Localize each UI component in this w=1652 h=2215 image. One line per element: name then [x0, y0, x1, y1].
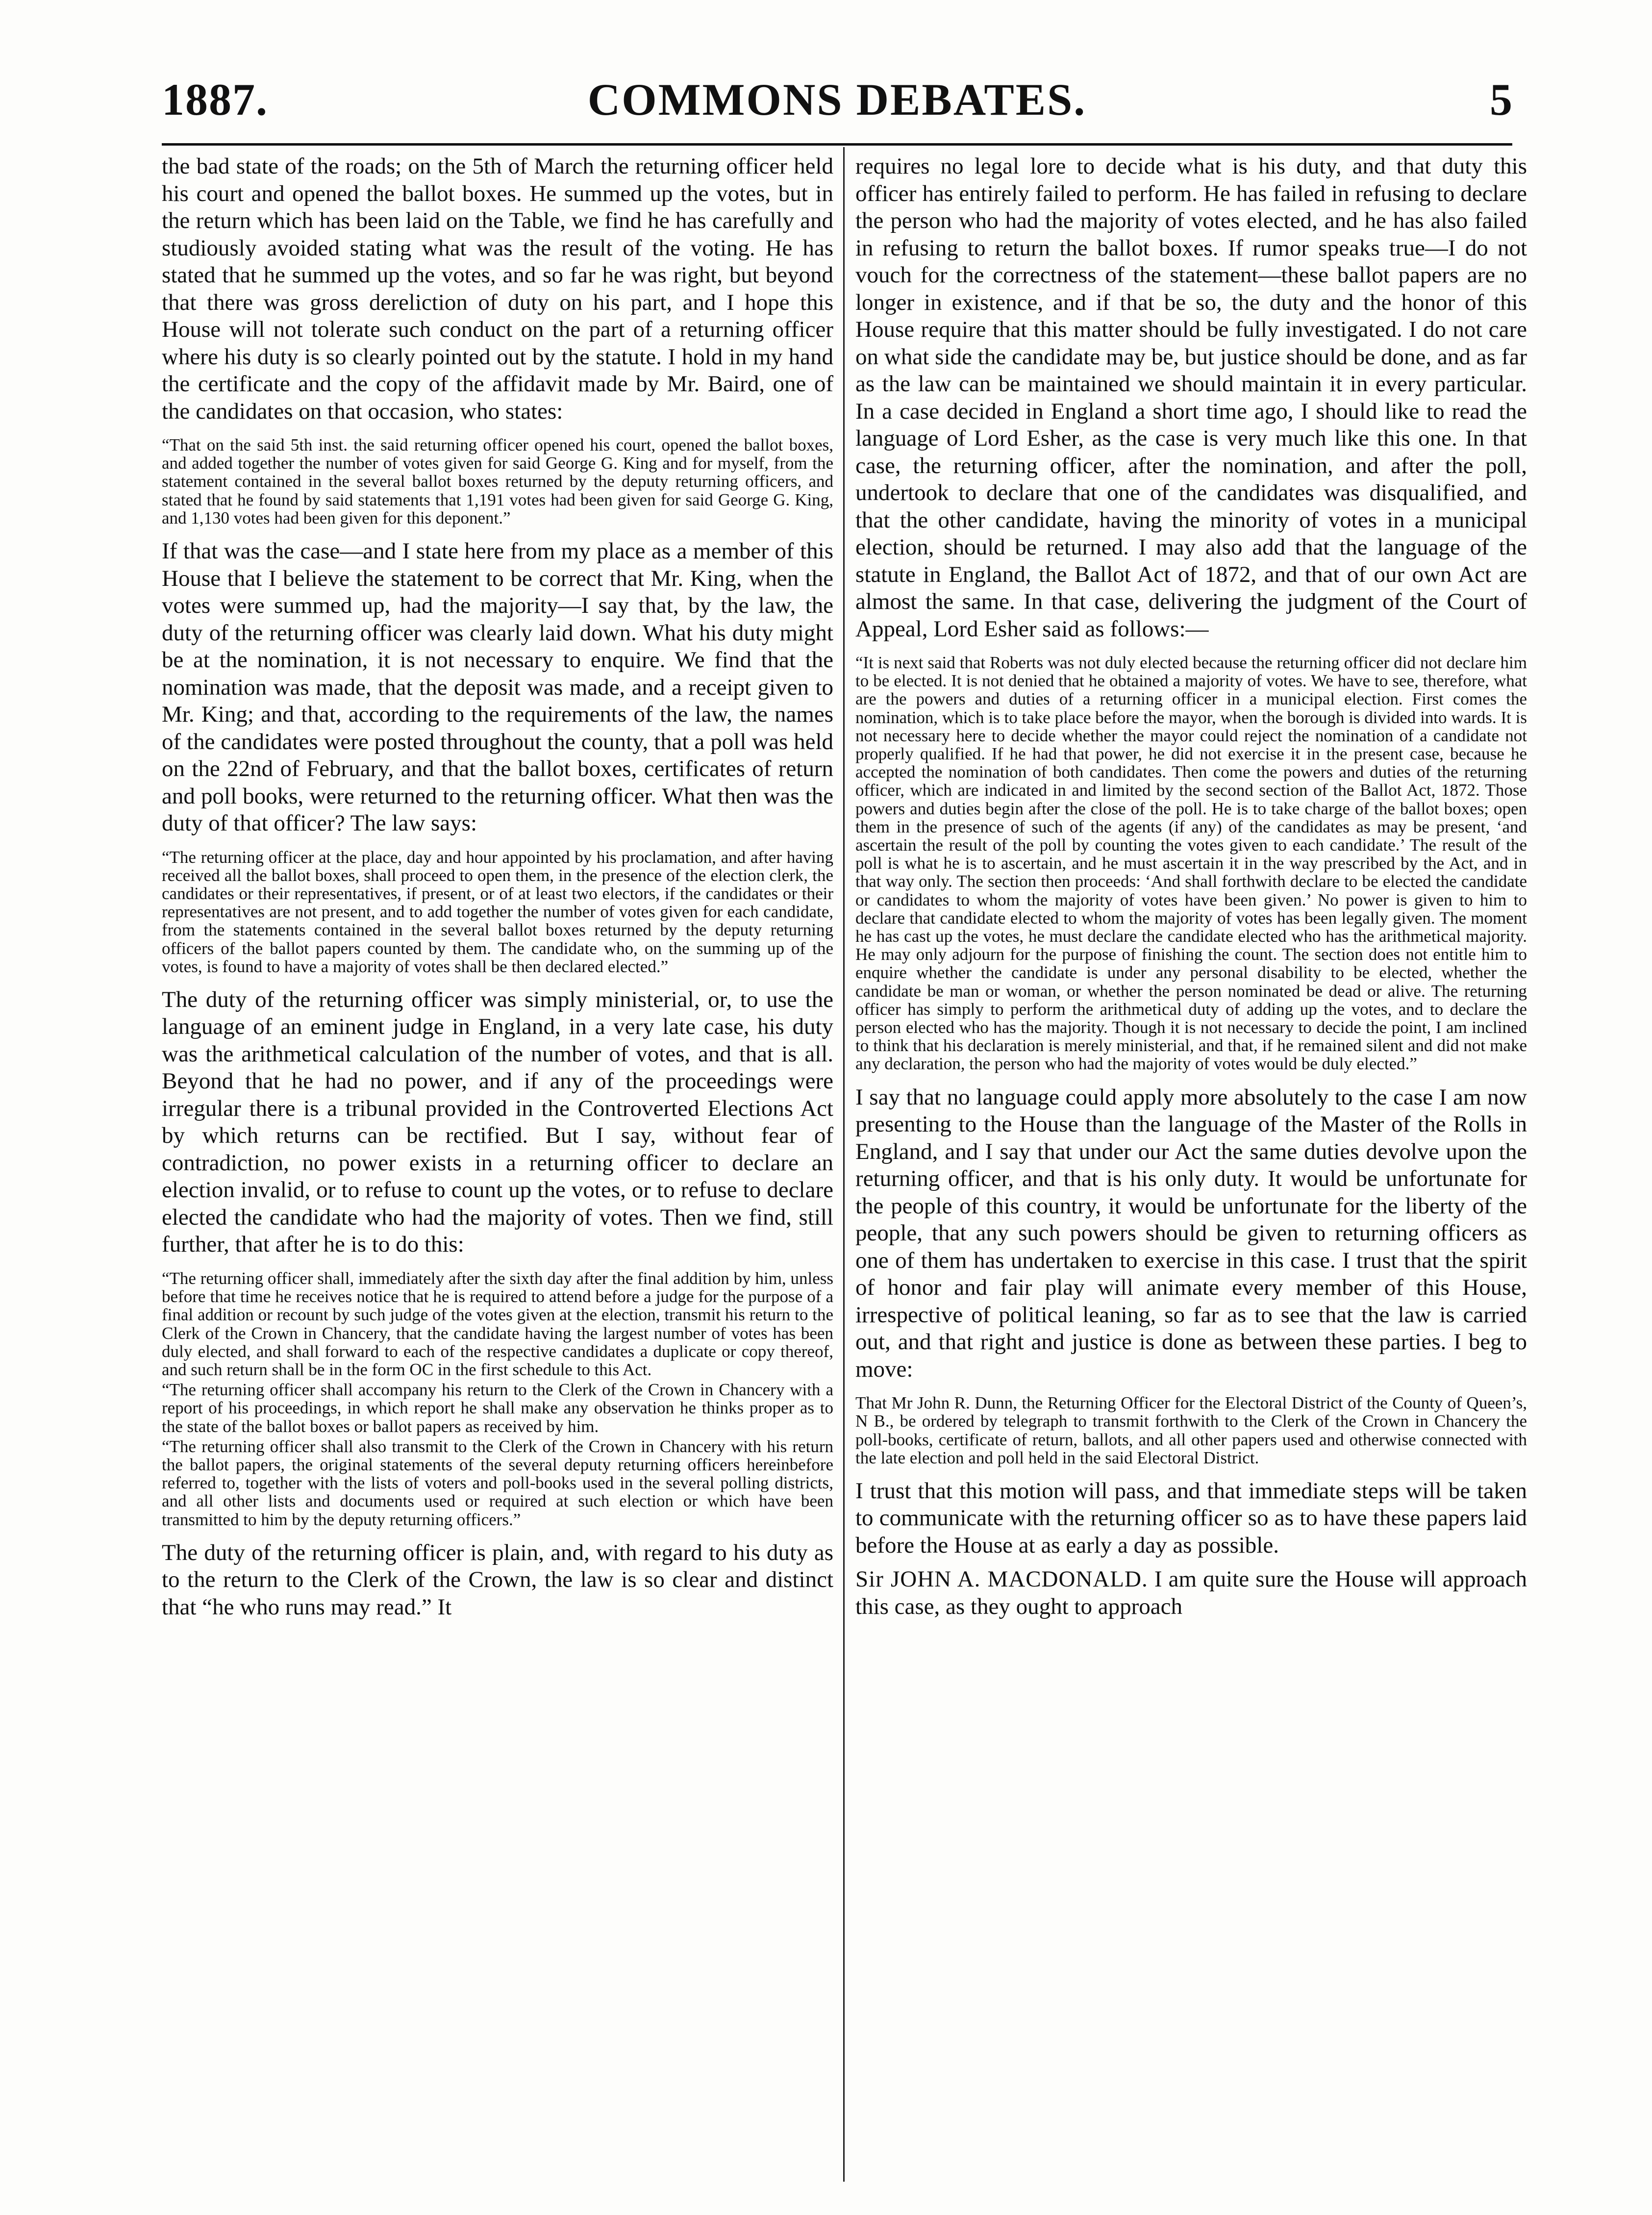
right-paragraph-4 [855, 1566, 1527, 1620]
left-column [162, 153, 833, 2178]
speaker-name: Sir JOHN A. MACDONALD. [855, 1566, 1148, 1592]
speaker-text: I am quite sure the House will approach this case, as they ought to approach [855, 1566, 1527, 1619]
right-paragraph-2: I say that no language could apply more absolutely to the case I am now presenting to the House than the language of the Master of the Rolls in England, and I say that under our Act the same duties devolve upon the returning officer, and that is his only duty. It would be unfortunate for the people of this country, it would be unfortunate for the liberty of the people, that any such powers should be given to returning officers as one of them has undertaken to exercise in this case. I trust that the spirit of honor and fair play will animate every member of this House, irrespective of political leaning, so far as to see that the law is carried out, and that right and justice is done as between these parties. I beg to move: [855, 1084, 1527, 1382]
right-paragraph-1: requires no legal lore to decide what is his duty, and that duty this officer has entirely failed to perform. He has failed in refusing to declare the person who had the majority of votes elected, and he has also failed in refusing to return the ballot boxes. If rumor speaks true—I do not vouch for the correctness of the statement—these ballot papers are no longer in existence, and if that be so, the duty and the honor of this House require that this matter should be fully investigated. I do not care on what side the candidate may be, but justice should be done, and as far as the law can be maintained we should maintain it in every particular. In a case decided in England a short time ago, I should like to read the language of Lord Esher, as the case is very much like this one. In that case, the returning officer, after the nomination, and after the poll, undertook to declare that one of the candidates was disqualified, and that the other candidate, having the minority of votes in a municipal election, should be returned. I may also add that the language of the statute in England, the Ballot Act of 1872, and that of our own Act are almost the same. In that case, delivering the judgment of the Court of Appeal, Lord Esher said as follows:— [855, 153, 1527, 642]
page-header [162, 74, 1512, 132]
header-year: 1887. [162, 75, 268, 125]
column-divider [843, 147, 845, 2182]
left-paragraph-3: The duty of the returning officer was simply ministerial, or, to use the language of an eminent judge in England, in a very late case, his duty was the arithmetical calculation of the number of votes, and that is all. Beyond that he had no power, and if any of the proceedings were irregular there is a tribunal provided in the Controverted Elections Act by which returns can be rectified. But I say, without fear of contradiction, no power exists in a returning officer to declare an election invalid, or to refuse to count up the votes, or to refuse to declare elected the candidate who had the majority of votes. Then we find, still further, that after he is to do this: [162, 986, 833, 1258]
right-motion-text: That Mr John R. Dunn, the Returning Officer for the Electoral District of the County of Queen’s, N B., be ordered by telegraph to transmit forthwith to the Clerk of the Crown in Chancery the poll-books, certificate of return, ballots, and all other papers used and otherwise connected with the late election and poll held in the said Electoral District. [855, 1393, 1527, 1467]
left-quote-law-1: “The returning officer at the place, day and hour appointed by his proclamation, and after having received all the ballot boxes, shall proceed to open them, in the presence of the election clerk, the candidates or their representatives, if present, or of at least two electors, if the candidates or their representatives are not present, and to add together the number of votes given for each candidate, from the statements contained in the several ballot boxes returned by the deputy returning officers of the ballot papers counted by them. The candidate who, on the summing up of the votes, is found to have a majority of votes shall be then declared elected.” [162, 847, 833, 976]
left-quote-law-2b: “The returning officer shall accompany his return to the Clerk of the Crown in Chancery with a report of his proceedings, in which report he shall make any observation he thinks proper as to the state of the ballot boxes or ballot papers as received by him. [162, 1380, 833, 1436]
right-quote-lord-esher: “It is next said that Roberts was not duly elected because the returning officer did not declare him to be elected. It is not denied that he obtained a majority of votes. We have to see, therefore, what are the powers and duties of a returning officer in a municipal election. First comes the nomination, which is to take place before the mayor, when the borough is divided into wards. It is not necessary here to decide whether the mayor could reject the nomination of a candidate not properly qualified. If he had that power, he did not exercise it in the present case, because he accepted the nomination of both candidates. Then come the powers and duties of the returning officer, which are indicated in and limited by the second section of the Ballot Act, 1872. Those powers and duties begin after the close of the poll. He is to take charge of the ballot boxes; open them in the presence of such of the agents (if any) of the candidates as may be present, ‘and ascertain the result of the poll by counting the votes given to each candidate.’ The result of the poll is what he is to ascertain, and he must ascertain it in the way prescribed by the Act, and in that way only. The section then proceeds: ‘And shall forthwith declare to be elected the candidate or candidates to whom the majority of votes have been given.’ No power is given to him to declare that candidate elected to whom the majority of votes has been legally given. The moment he has cast up the votes, he must declare the candidate elected who has the arithmetical majority. He may only adjourn for the purpose of finishing the count. The section does not entitle him to enquire whether the candidate is under any personal disability to be elected, whether the candidate be man or woman, or whether the person nominated be dead or alive. The returning officer has simply to perform the arithmetical duty of adding up the votes, and to declare the person elected who has the majority. Though it is not necessary to decide the point, I am inclined to think that his declaration is merely ministerial, and that, if he remained silent and did not make any declaration, the person who had the majority of votes would be duly elected.” [855, 653, 1527, 1074]
left-paragraph-2: If that was the case—and I state here from my place as a member of this House that I believe the statement to be correct that Mr. King, when the votes were summed up, had the majority—I say that, by the law, the duty of the returning officer was clearly laid down. What his duty might be at the nomination, it is not necessary to enquire. We find that the nomination was made, that the deposit was made, and a receipt given to Mr. King; and that, according to the requirements of the law, the names of the candidates were posted throughout the county, that a poll was held on the 22nd of February, and that the ballot boxes, certificates of return and poll books, were returned to the returning officer. What then was the duty of that officer? The law says: [162, 538, 833, 836]
left-quote-law-2c: “The returning officer shall also transmit to the Clerk of the Crown in Chancery with his return the ballot papers, the original statements of the several deputy returning officers hereinbefore referred to, together with the lists of voters and poll-books used in the several polling districts, and all other lists and documents used or required at such election or which have been transmitted to him by the deputy returning officers.” [162, 1436, 833, 1529]
left-quote-law-2a: “The returning officer shall, immediately after the sixth day after the final addition by him, unless before that time he receives notice that he is required to attend before a judge for the purpose of a final addition or recount by such judge of the votes given at the election, transmit his return to the Clerk of the Crown in Chancery, that the candidate having the largest number of votes has been duly elected, and shall forward to each of the respective candidates a duplicate or copy thereof, and such return shall be in the form OC in the first schedule to this Act. [162, 1268, 833, 1379]
right-column [855, 153, 1527, 2178]
left-paragraph-1: the bad state of the roads; on the 5th of March the returning officer held his court and opened the ballot boxes. He summed up the votes, but in the return which has been laid on the Table, we find he has carefully and studiously avoided stating what was the result of the voting. He has stated that he summed up the votes, and so far he was right, but beyond that there was gross dereliction of duty on his part, and I hope this House will not tolerate such conduct on the part of a returning officer where his duty is so clearly pointed out by the statute. I hold in my hand the certificate and the copy of the affidavit made by Mr. Baird, one of the candidates on that occasion, who states: [162, 153, 833, 424]
right-paragraph-3: I trust that this motion will pass, and that immediate steps will be taken to communicate with the returning officer so as to have these papers laid before the House at as early a day as possible. [855, 1478, 1527, 1558]
header-rule [162, 143, 1512, 146]
left-quote-affidavit: “That on the said 5th inst. the said returning officer opened his court, opened the ballot boxes, and added together the number of votes given for said George G. King and for myself, from the statement contained in the several ballot boxes returned by the deputy returning officers, and stated that he found by said statements that 1,191 votes had been given for said George G. King, and 1,130 votes had been given for this deponent.” [162, 435, 833, 528]
page-number: 5 [1490, 75, 1512, 125]
left-paragraph-4: The duty of the returning officer is plain, and, with regard to his duty as to the return to the Clerk of the Crown, the law is so clear and distinct that “he who runs may read.” It [162, 1539, 833, 1620]
publication-title: COMMONS DEBATES. [587, 75, 1087, 125]
